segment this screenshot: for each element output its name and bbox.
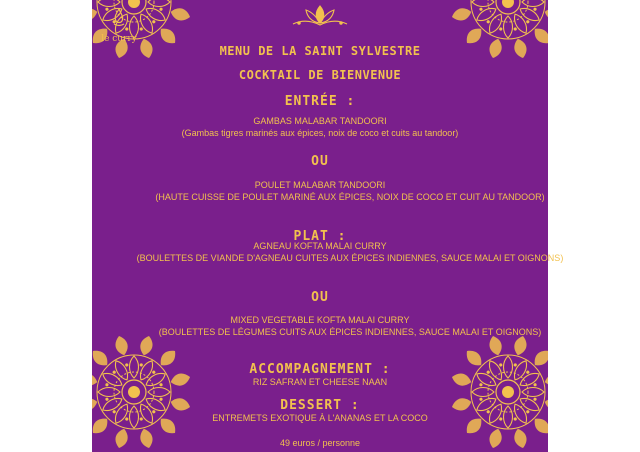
logo-brand: le curry <box>101 34 137 44</box>
entree-heading: ENTRÉE : <box>284 94 356 109</box>
entree-option-2-name: POULET MALABAR TANDOORI <box>254 180 386 190</box>
dessert-heading: DESSERT : <box>280 398 360 413</box>
or-separator-1: OU <box>311 154 329 169</box>
welcome-cocktail: COCKTAIL DE BIENVENUE <box>238 68 402 82</box>
entree-option-2-desc: (HAUTE CUISSE DE POULET MARINÉ AUX ÉPICES, NOIX DE COCO ET CUIT AU TANDOOR) <box>155 192 545 202</box>
plat-option-1-desc: (BOULETTES DE VIANDE D'AGNEAU CUITES AUX ÉPICES INDIENNES, SAUCE MALAI ET OIGNONS) <box>136 253 564 263</box>
entree-option-1-name: GAMBAS MALABAR TANDOORI <box>253 116 387 126</box>
menu-content <box>92 0 564 452</box>
accompagnement-items: RIZ SAFRAN ET CHEESE NAAN <box>252 377 388 387</box>
accompagnement-heading: ACCOMPAGNEMENT : <box>249 362 391 377</box>
or-separator-2: OU <box>311 290 329 305</box>
plat-heading: PLAT : <box>293 229 347 244</box>
plat-option-1-name: AGNEAU KOFTA MALAI CURRY <box>253 241 387 251</box>
plat-option-2-name: MIXED VEGETABLE KOFTA MALAI CURRY <box>230 315 410 325</box>
dessert-items: ENTREMETS EXOTIQUE À L'ANANAS ET LA COCO <box>212 413 428 423</box>
plat-option-2-desc: (BOULETTES DE LÉGUMES CUITS AUX ÉPICES INDIENNES, SAUCE MALAI ET OIGNONS) <box>158 327 542 337</box>
entree-option-1-desc: (Gambas tigres marinés aux épices, noix de coco et cuits au tandoor) <box>181 128 459 138</box>
menu-title: MENU DE LA SAINT SYLVESTRE <box>219 44 421 58</box>
price: 49 euros / personne <box>279 438 361 448</box>
